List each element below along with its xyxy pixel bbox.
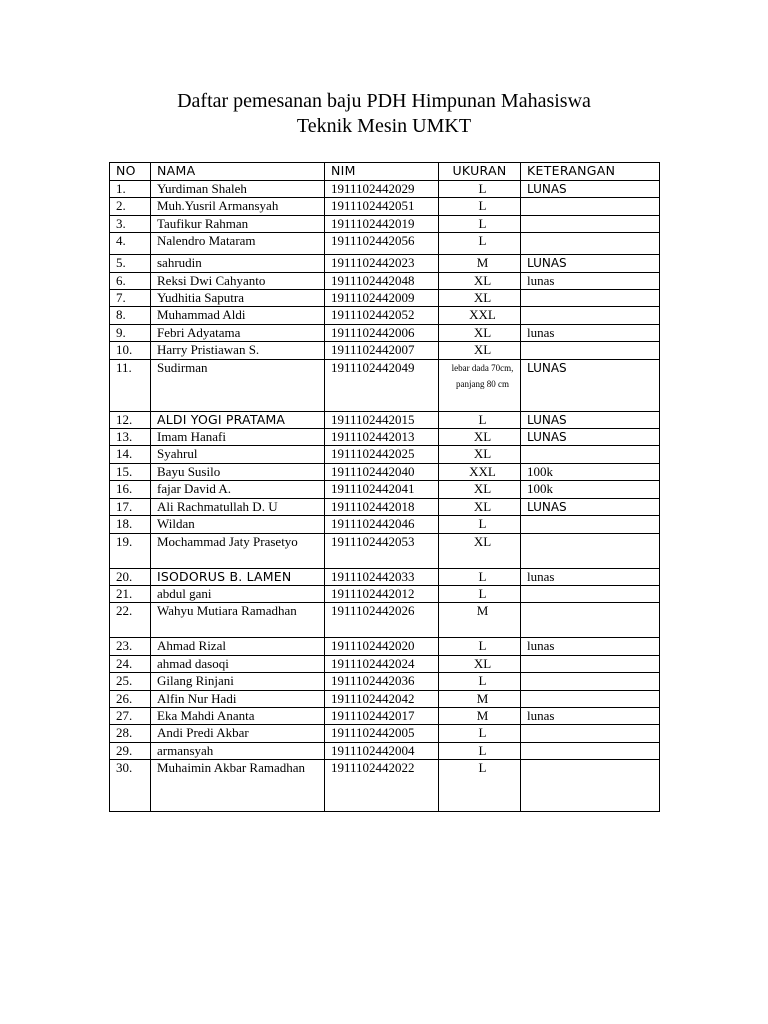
payment-note [521,215,660,232]
student-nim: 1911102442051 [325,198,439,215]
table-row [110,603,660,638]
student-name: Mochammad Jaty Prasetyo [151,533,325,568]
student-nim: 1911102442046 [325,516,439,533]
header-nim: NIM [325,163,439,181]
student-nim: 1911102442007 [325,342,439,359]
payment-note: 100k [521,463,660,480]
payment-note [521,342,660,359]
student-nim: 1911102442018 [325,498,439,515]
table-row [110,255,660,272]
student-name: Wahyu Mutiara Ramadhan [151,603,325,638]
row-number: 24. [110,655,151,672]
payment-note: LUNAS [521,429,660,446]
row-number: 5. [110,255,151,272]
payment-note: lunas [521,568,660,585]
shirt-size: L [439,568,521,585]
student-name: Yurdiman Shaleh [151,181,325,198]
page-title [0,89,768,139]
student-name: Febri Adyatama [151,324,325,341]
row-number: 6. [110,272,151,289]
row-number: 22. [110,603,151,638]
student-nim: 1911102442029 [325,181,439,198]
table-row [110,516,660,533]
shirt-size: L [439,516,521,533]
order-table [109,162,660,812]
row-number: 2. [110,198,151,215]
shirt-size: XL [439,342,521,359]
student-nim: 1911102442056 [325,233,439,255]
student-nim: 1911102442009 [325,290,439,307]
table-row [110,359,660,411]
row-number: 8. [110,307,151,324]
payment-note [521,603,660,638]
table-row [110,429,660,446]
table-row [110,690,660,707]
student-name: Reksi Dwi Cahyanto [151,272,325,289]
row-number: 18. [110,516,151,533]
title-line-1: Daftar pemesanan baju PDH Himpunan Mahasiswa [177,90,591,112]
shirt-size: M [439,707,521,724]
payment-note [521,690,660,707]
row-number: 27. [110,707,151,724]
student-nim: 1911102442041 [325,481,439,498]
row-number: 19. [110,533,151,568]
student-nim: 1911102442012 [325,585,439,602]
student-name: sahrudin [151,255,325,272]
table-row [110,181,660,198]
student-nim: 1911102442019 [325,215,439,232]
student-nim: 1911102442023 [325,255,439,272]
shirt-size: lebar dada 70cm, panjang 80 cm [439,359,521,411]
student-name: Ali Rachmatullah D. U [151,498,325,515]
student-nim: 1911102442049 [325,359,439,411]
table-row [110,272,660,289]
payment-note [521,760,660,812]
student-nim: 1911102442036 [325,673,439,690]
student-name: ISODORUS B. LAMEN [151,568,325,585]
student-name: Wildan [151,516,325,533]
row-number: 14. [110,446,151,463]
shirt-size: L [439,198,521,215]
payment-note [521,446,660,463]
shirt-size: L [439,742,521,759]
shirt-size: XL [439,324,521,341]
payment-note [521,742,660,759]
table-row [110,725,660,742]
shirt-size: XL [439,533,521,568]
shirt-size: XXL [439,463,521,480]
payment-note [521,233,660,255]
row-number: 20. [110,568,151,585]
row-number: 13. [110,429,151,446]
table-row [110,568,660,585]
payment-note [521,585,660,602]
student-nim: 1911102442006 [325,324,439,341]
student-name: Bayu Susilo [151,463,325,480]
header-note: KETERANGAN [521,163,660,181]
shirt-size: L [439,585,521,602]
table-row [110,498,660,515]
shirt-size: XL [439,481,521,498]
table-row [110,533,660,568]
table-row [110,673,660,690]
student-nim: 1911102442042 [325,690,439,707]
row-number: 1. [110,181,151,198]
title-line-2: Teknik Mesin UMKT [296,115,472,137]
payment-note [521,673,660,690]
row-number: 16. [110,481,151,498]
student-name: Muhammad Aldi [151,307,325,324]
student-name: ALDI YOGI PRATAMA [151,411,325,428]
table-row [110,655,660,672]
payment-note: lunas [521,324,660,341]
table-row [110,463,660,480]
student-name: Alfin Nur Hadi [151,690,325,707]
student-nim: 1911102442004 [325,742,439,759]
row-number: 4. [110,233,151,255]
shirt-size: L [439,673,521,690]
shirt-size: XXL [439,307,521,324]
shirt-size: XL [439,290,521,307]
table-row [110,481,660,498]
header-no: NO [110,163,151,181]
table-header-row [110,163,660,181]
student-nim: 1911102442022 [325,760,439,812]
student-name: Ahmad Rizal [151,638,325,655]
student-nim: 1911102442026 [325,603,439,638]
student-nim: 1911102442033 [325,568,439,585]
student-name: Taufikur Rahman [151,215,325,232]
row-number: 9. [110,324,151,341]
student-name: armansyah [151,742,325,759]
table-row [110,638,660,655]
table-row [110,324,660,341]
table-row [110,411,660,428]
student-name: Nalendro Mataram [151,233,325,255]
payment-note [521,725,660,742]
student-nim: 1911102442025 [325,446,439,463]
student-nim: 1911102442015 [325,411,439,428]
payment-note: lunas [521,272,660,289]
table-body [110,181,660,812]
student-nim: 1911102442048 [325,272,439,289]
shirt-size: XL [439,446,521,463]
student-name: abdul gani [151,585,325,602]
row-number: 3. [110,215,151,232]
shirt-size: L [439,411,521,428]
payment-note: LUNAS [521,359,660,411]
student-nim: 1911102442053 [325,533,439,568]
row-number: 10. [110,342,151,359]
payment-note: LUNAS [521,255,660,272]
shirt-size: XL [439,429,521,446]
header-name: NAMA [151,163,325,181]
student-name: Yudhitia Saputra [151,290,325,307]
student-name: ahmad dasoqi [151,655,325,672]
row-number: 23. [110,638,151,655]
student-nim: 1911102442017 [325,707,439,724]
student-name: Sudirman [151,359,325,411]
payment-note: lunas [521,638,660,655]
shirt-size: L [439,638,521,655]
payment-note [521,516,660,533]
row-number: 11. [110,359,151,411]
row-number: 15. [110,463,151,480]
student-name: Gilang Rinjani [151,673,325,690]
table-row [110,307,660,324]
student-nim: 1911102442052 [325,307,439,324]
table-row [110,585,660,602]
student-name: Andi Predi Akbar [151,725,325,742]
student-name: Harry Pristiawan S. [151,342,325,359]
row-number: 28. [110,725,151,742]
student-nim: 1911102442040 [325,463,439,480]
student-nim: 1911102442005 [325,725,439,742]
payment-note: lunas [521,707,660,724]
row-number: 7. [110,290,151,307]
payment-note [521,655,660,672]
payment-note [521,290,660,307]
payment-note [521,533,660,568]
shirt-size: L [439,215,521,232]
table-row [110,215,660,232]
student-name: Syahrul [151,446,325,463]
table-row [110,760,660,812]
shirt-size: M [439,603,521,638]
row-number: 25. [110,673,151,690]
shirt-size: XL [439,272,521,289]
payment-note: LUNAS [521,498,660,515]
shirt-size: XL [439,655,521,672]
row-number: 21. [110,585,151,602]
header-size: UKURAN [439,163,521,181]
payment-note: 100k [521,481,660,498]
payment-note: LUNAS [521,411,660,428]
student-nim: 1911102442020 [325,638,439,655]
table-row [110,233,660,255]
student-name: Muh.Yusril Armansyah [151,198,325,215]
shirt-size: M [439,690,521,707]
student-nim: 1911102442024 [325,655,439,672]
row-number: 17. [110,498,151,515]
shirt-size: M [439,255,521,272]
row-number: 12. [110,411,151,428]
row-number: 30. [110,760,151,812]
student-nim: 1911102442013 [325,429,439,446]
payment-note [521,198,660,215]
payment-note: LUNAS [521,181,660,198]
shirt-size: L [439,725,521,742]
table-row [110,446,660,463]
table-row [110,198,660,215]
shirt-size: L [439,760,521,812]
student-name: fajar David A. [151,481,325,498]
table-row [110,290,660,307]
shirt-size: L [439,233,521,255]
table-row [110,342,660,359]
shirt-size: L [439,181,521,198]
shirt-size: XL [439,498,521,515]
student-name: Muhaimin Akbar Ramadhan [151,760,325,812]
student-name: Eka Mahdi Ananta [151,707,325,724]
row-number: 29. [110,742,151,759]
payment-note [521,307,660,324]
table-row [110,742,660,759]
table-row [110,707,660,724]
row-number: 26. [110,690,151,707]
student-name: Imam Hanafi [151,429,325,446]
